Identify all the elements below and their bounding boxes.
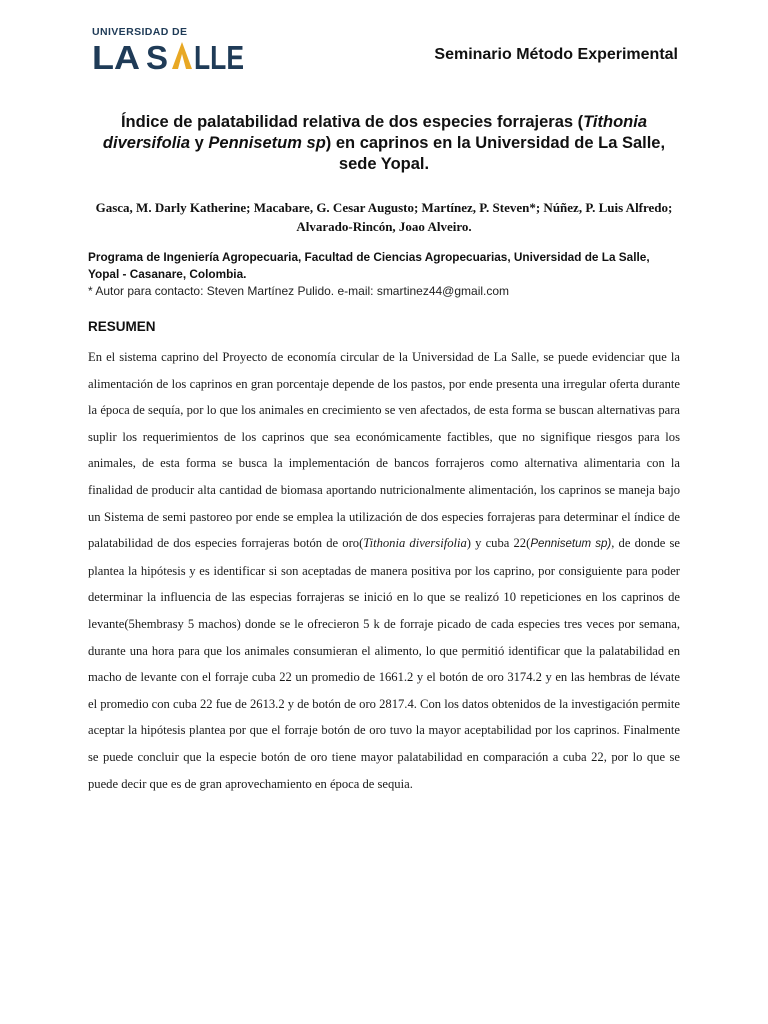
logo-star-a-icon bbox=[172, 42, 192, 69]
author-list: Gasca, M. Darly Katherine; Macabare, G. Cesar Augusto; Martínez, P. Steven*; Núñez, P. Luis Alfredo; Alvarado-Rincón, Joao Alveiro. bbox=[95, 200, 673, 234]
header-title: Seminario Método Experimental bbox=[434, 46, 678, 63]
affiliation: Programa de Ingeniería Agropecuaria, Facultad de Ciencias Agropecuarias, Universidad de La Salle, Yopal - Casanare, Colombia. bbox=[88, 250, 650, 281]
logo-letter-s: S bbox=[146, 39, 168, 76]
title-species-2: Pennisetum sp bbox=[208, 134, 326, 152]
abstract-species-1: Tithonia diversifolia bbox=[363, 536, 467, 551]
title-part-3: ) en caprinos en la Universidad de La Salle, sede Yopal. bbox=[325, 134, 666, 173]
university-logo bbox=[92, 26, 252, 74]
abstract-text-1: En el sistema caprino del Proyecto de economía circular de la Universidad de La Salle, se puede evidenciar que la alimentación de los caprinos en gran porcentaje depende de los pastos, por ende presenta una irregular oferta durante la época de sequía, por lo que los animales en crecimiento se ven afectados, de esta forma se buscan alternativas para suplir los requerimientos de los caprinos que sea económicamente factibles, que no signifique riesgos para los animales, de esta forma se busca la implementación de bancos forrajeros como alternativa alimentaria con la finalidad de producir alta cantidad de biomasa aportando nutricionalmente alimentación, los caprinos se maneja bajo un Sistema de semi pastoreo por ende se emplea la utilización de dos especies forrajeras para determinar el índice de palatabilidad de dos especies forrajeras botón de oro( bbox=[88, 350, 680, 551]
logo-la-salle bbox=[92, 40, 244, 74]
abstract-heading: RESUMEN bbox=[88, 319, 156, 334]
abstract-body bbox=[88, 344, 680, 797]
logo-letters-la: LA bbox=[92, 39, 140, 76]
title-part-1: Índice de palatabilidad relativa de dos especies forrajeras ( bbox=[120, 113, 584, 131]
logo-top-text: UNIVERSIDAD DE bbox=[92, 26, 188, 38]
title-part-2: y bbox=[190, 134, 209, 152]
abstract-text-2: ) y cuba 22( bbox=[466, 536, 531, 551]
abstract-species-2: Pennisetum sp) bbox=[530, 538, 612, 551]
contact-line: * Autor para contacto: Steven Martínez Pulido. e-mail: smartinez44@gmail.com bbox=[88, 284, 510, 298]
title-species-1: Tithonia diversifolia bbox=[102, 113, 648, 152]
abstract-text-3: , de donde se plantea la hipótesis y es identificar si son aceptadas de manera positiva por los caprino, por consiguiente para poder determinar la influencia de las especias forrajeras se inició en lo que se realizó 10 repeticiones en los caprinos de levante(5hembrasy 5 machos) donde se le ofrecieron 5 k de forraje picado de cada especies tres veces por semana, durante una hora para que los animales consumieran el alimento, lo que permitió identificar que la palatabilidad en macho de levante con el forraje cuba 22 un promedio de 1661.2 y el botón de oro 3174.2 y en las hembras de lévate el promedio con cuba 22 fue de 2613.2 y de botón de oro 2817.4. Con los datos obtenidos de la investigación permite aceptar la hipótesis plantea por que el forraje botón de oro tuvo la mayor aceptabilidad por los caprinos. Finalmente se puede concluir que la especie botón de oro tiene mayor palatabilidad en comparación a cuba 22, por lo que se puede decir que es de gran aprovechamiento en época de sequia. bbox=[88, 536, 681, 791]
logo-letters-lle: LLE bbox=[194, 39, 244, 76]
paper-title bbox=[92, 112, 676, 175]
